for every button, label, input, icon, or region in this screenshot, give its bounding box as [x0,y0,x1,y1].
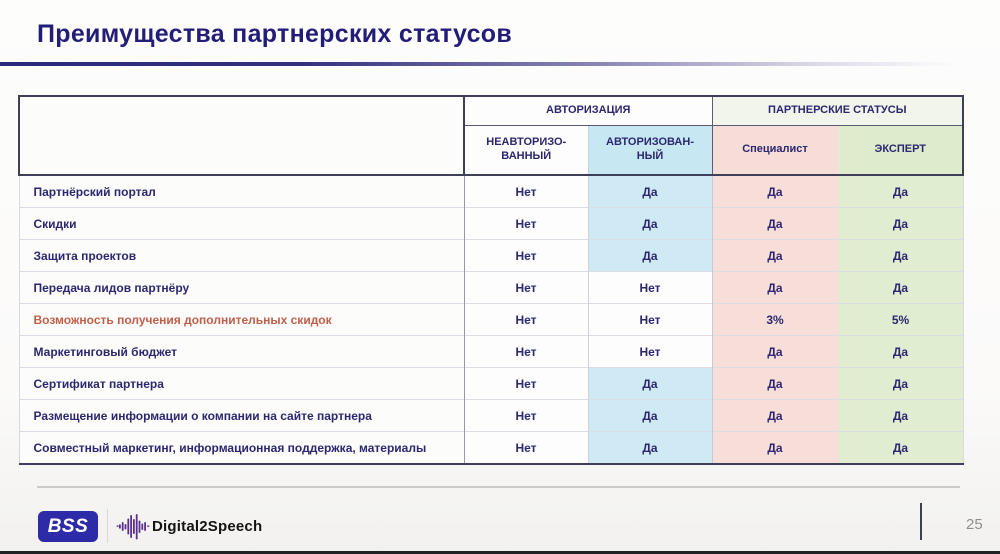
cell-authorized: Да [588,208,712,240]
row-label: Сертификат партнера [19,368,464,400]
cell-authorized: Нет [588,272,712,304]
cell-expert: Да [838,208,963,240]
row-label: Партнёрский портал [19,175,464,208]
cell-expert: Да [838,368,963,400]
group-header-partner-statuses: ПАРТНЕРСКИЕ СТАТУСЫ [712,96,963,126]
cell-unauthorized: Нет [464,272,588,304]
logo-divider [107,509,108,543]
table-row [19,272,963,304]
table-row [19,336,963,368]
cell-unauthorized: Нет [464,208,588,240]
bss-logo: BSS [38,511,98,542]
footer-divider-line [37,486,960,488]
table-row [19,400,963,432]
row-label: Передача лидов партнёру [19,272,464,304]
title-underline [0,62,1000,66]
corner-cell [19,96,464,175]
cell-unauthorized: Нет [464,400,588,432]
table-row [19,368,963,400]
table-row [19,304,963,336]
cell-specialist: Да [712,240,838,272]
page-divider-bar [920,503,922,540]
table-row [19,208,963,240]
brand-name: Digital2Speech [152,518,263,535]
cell-specialist: Да [712,432,838,465]
cell-unauthorized: Нет [464,304,588,336]
cell-authorized: Нет [588,336,712,368]
column-header-authorized: АВТОРИЗОВАН-НЫЙ [588,126,712,176]
row-label: Размещение информации о компании на сайте партнера [19,400,464,432]
cell-specialist: Да [712,400,838,432]
cell-expert: Да [838,240,963,272]
row-label: Скидки [19,208,464,240]
cell-expert: Да [838,400,963,432]
column-header-unauthorized: НЕАВТОРИЗО-ВАННЫЙ [464,126,588,176]
row-label: Возможность получения дополнительных скидок [19,304,464,336]
row-label: Защита проектов [19,240,464,272]
cell-unauthorized: Нет [464,336,588,368]
cell-specialist: 3% [712,304,838,336]
row-label: Совместный маркетинг, информационная поддержка, материалы [19,432,464,465]
cell-expert: Да [838,432,963,465]
cell-expert: Да [838,336,963,368]
cell-specialist: Да [712,336,838,368]
cell-authorized: Да [588,175,712,208]
column-header-specialist: Специалист [712,126,838,176]
cell-authorized: Да [588,240,712,272]
cell-specialist: Да [712,175,838,208]
group-header-row [19,96,963,126]
partner-benefits-table [18,95,964,465]
cell-expert: Да [838,272,963,304]
table-row [19,240,963,272]
cell-authorized: Да [588,368,712,400]
cell-expert: 5% [838,304,963,336]
cell-expert: Да [838,175,963,208]
cell-authorized: Нет [588,304,712,336]
cell-authorized: Да [588,432,712,465]
page-number: 25 [966,516,983,533]
cell-unauthorized: Нет [464,432,588,465]
page-title: Преимущества партнерских статусов [37,20,513,48]
cell-specialist: Да [712,272,838,304]
cell-specialist: Да [712,368,838,400]
cell-unauthorized: Нет [464,175,588,208]
column-header-expert: ЭКСПЕРТ [838,126,963,176]
table-row [19,175,963,208]
sound-waveform-icon [116,513,150,541]
group-header-authorization: АВТОРИЗАЦИЯ [464,96,712,126]
table-row [19,432,963,465]
cell-unauthorized: Нет [464,240,588,272]
row-label: Маркетинговый бюджет [19,336,464,368]
cell-unauthorized: Нет [464,368,588,400]
cell-authorized: Да [588,400,712,432]
cell-specialist: Да [712,208,838,240]
